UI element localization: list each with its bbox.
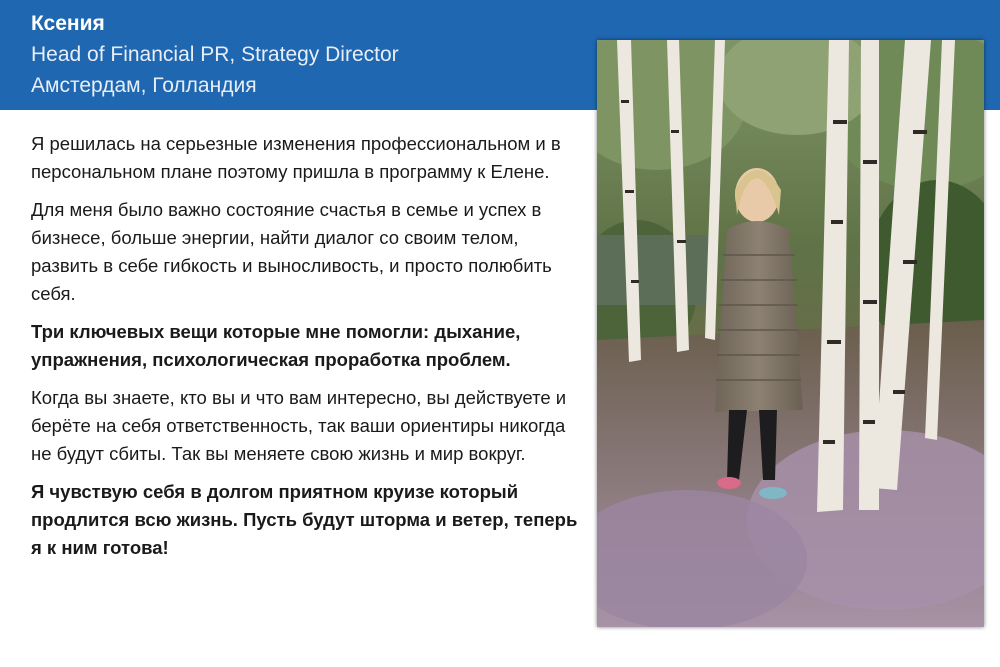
person-role: Head of Financial PR, Strategy Director [31,43,399,66]
person-name: Ксения [31,12,105,35]
paragraph-1: Я решилась на серьезные изменения профессиональном и в персональном плане поэтому пришла в программу к Елене. [31,133,561,182]
paragraph-2: Для меня было важно состояние счастья в семье и успех в бизнесе, больше энергии, найти диалог со своим телом, развить в себе гибкость и выносливость, и просто полюбить себя. [31,199,552,304]
testimonial-text [31,130,583,572]
portrait-photo [597,40,984,627]
paragraph-4: Когда вы знаете, кто вы и что вам интересно, вы действуете и берёте на себя ответственность, так ваши ориентиры никогда не будут сбиты. Так вы меняете свою жизнь и мир вокруг. [31,387,567,464]
person-location: Амстердам, Голландия [31,74,257,97]
paragraph-3-bold: Три ключевых вещи которые мне помогли: дыхание, упражнения, психологическая проработка проблем. [31,321,521,370]
paragraph-5-bold: Я чувствую себя в долгом приятном круизе который продлится всю жизнь. Пусть будут шторма и ветер, теперь я к ним готова! [31,481,578,558]
